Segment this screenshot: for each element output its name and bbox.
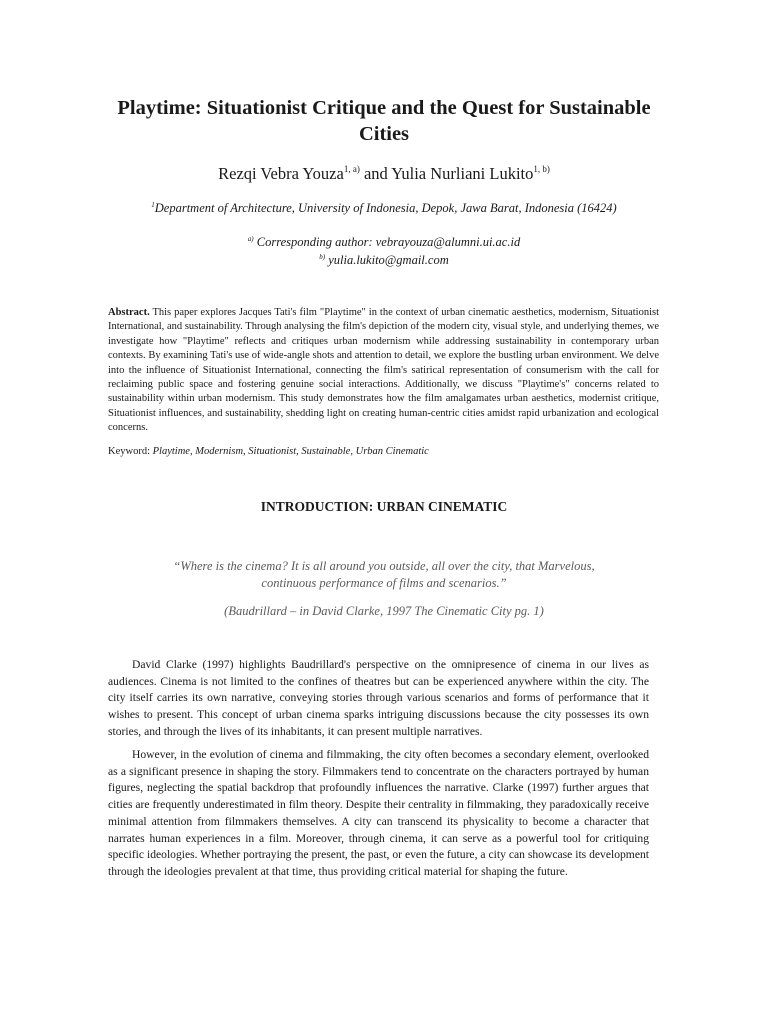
section-heading: INTRODUCTION: URBAN CINEMATIC	[260, 499, 508, 514]
paper-title: Playtime: Situationist Critique and the Quest for Sustainable Cities	[117, 97, 651, 145]
quote-line: “Where is the cinema? It is all around you outside, all over the city, that Marvelous,	[173, 559, 595, 573]
corresponding-text: Corresponding author: vebrayouza@alumni.ui.ac.id	[253, 235, 521, 249]
keyword-list: Playtime, Modernism, Situationist, Sustainable, Urban Cinematic	[152, 446, 429, 457]
author-name: Yulia Nurliani Lukito	[391, 164, 534, 183]
corresponding-superscript: b)	[319, 252, 326, 261]
affiliation-superscript: 1	[151, 201, 155, 209]
epigraph-citation: (Baudrillard – in David Clarke, 1997 The Cinematic City pg. 1)	[224, 604, 544, 618]
body-paragraph: However, in the evolution of cinema and filmmaking, the city often becomes a secondary element, overlooked as a significant presence in shaping the story. Filmmakers tend to concentrate on the characters portrayed by human figures, neglecting the spatial backdrop that profoundly influences the narrative. Clarke (1997) further argues that cities are frequently underestimated in film theory. Despite their centrality in filmmaking, they paradoxically receive minimal attention from filmmakers themselves. A city can transcend its physicality to become a character that narrates human experiences in a film. Moreover, through cinema, it can serve as a powerful tool for critiquing specific ideologies. Whether portraying the present, the past, or even the future, a city can showcase its development through the ideologies prevalent at that time, thus providing critical material for shaping the future.	[108, 748, 649, 878]
author-conjunction: and	[359, 164, 392, 183]
author-name: Rezqi Vebra Youza	[218, 164, 344, 183]
epigraph-quote	[150, 558, 618, 592]
corresponding-line	[0, 232, 768, 250]
affiliation	[0, 201, 768, 216]
keyword-label: Keyword:	[108, 446, 153, 457]
corresponding-superscript: a)	[247, 235, 254, 243]
quote-line: continuous performance of films and scenarios.”	[261, 576, 507, 590]
abstract	[108, 306, 659, 436]
keywords	[108, 445, 659, 459]
corresponding-info	[0, 232, 768, 267]
author-superscript: 1, a)	[343, 164, 360, 174]
corresponding-text: yulia.lukito@gmail.com	[325, 252, 449, 267]
body-paragraph: David Clarke (1997) highlights Baudrillard's perspective on the omnipresence of cinema in our lives as audiences. Cinema is not limited to the confines of theatres but can be experienced anywhere within the city. The city itself carries its own narrative, conveying stories through various scenarios and forms of performance that it wishes to present. This concept of urban cinema sparks intriguing discussions because the city possesses its own stories, and through the lives of its inhabitants, it can present multiple narratives.	[108, 658, 649, 738]
corresponding-line	[0, 250, 768, 268]
author-superscript: 1, b)	[533, 164, 550, 174]
author-line	[0, 164, 768, 184]
abstract-label: Abstract.	[108, 307, 150, 318]
affiliation-text: Department of Architecture, University of Indonesia, Depok, Jawa Barat, Indonesia (16424)	[154, 201, 617, 215]
abstract-text: This paper explores Jacques Tati's film "Playtime" in the context of urban cinematic aesthetics, modernism, Situationist International, and sustainability. Through analysing the film's depiction of the modern city, visual style, and underlying themes, we investigate how "Playtime" reflects and critiques urban modernism while addressing sustainability in contemporary urban contexts. By examining Tati's use of wide-angle shots and attention to detail, we explore the bustling urban environment. We delve into the influence of Situationist International, connecting the film's satirical representation of consumerism with the call for reclaiming public space and fostering genuine social interactions. Additionally, we discuss "Playtime's" concerns related to sustainability within urban modernism. This study demonstrates how the film amalgamates urban aesthetics, modernist critique, Situationist influences, and sustainability, shedding light on creating human-centric cities amidst rapid urbanization and ecological concerns.	[108, 307, 659, 434]
